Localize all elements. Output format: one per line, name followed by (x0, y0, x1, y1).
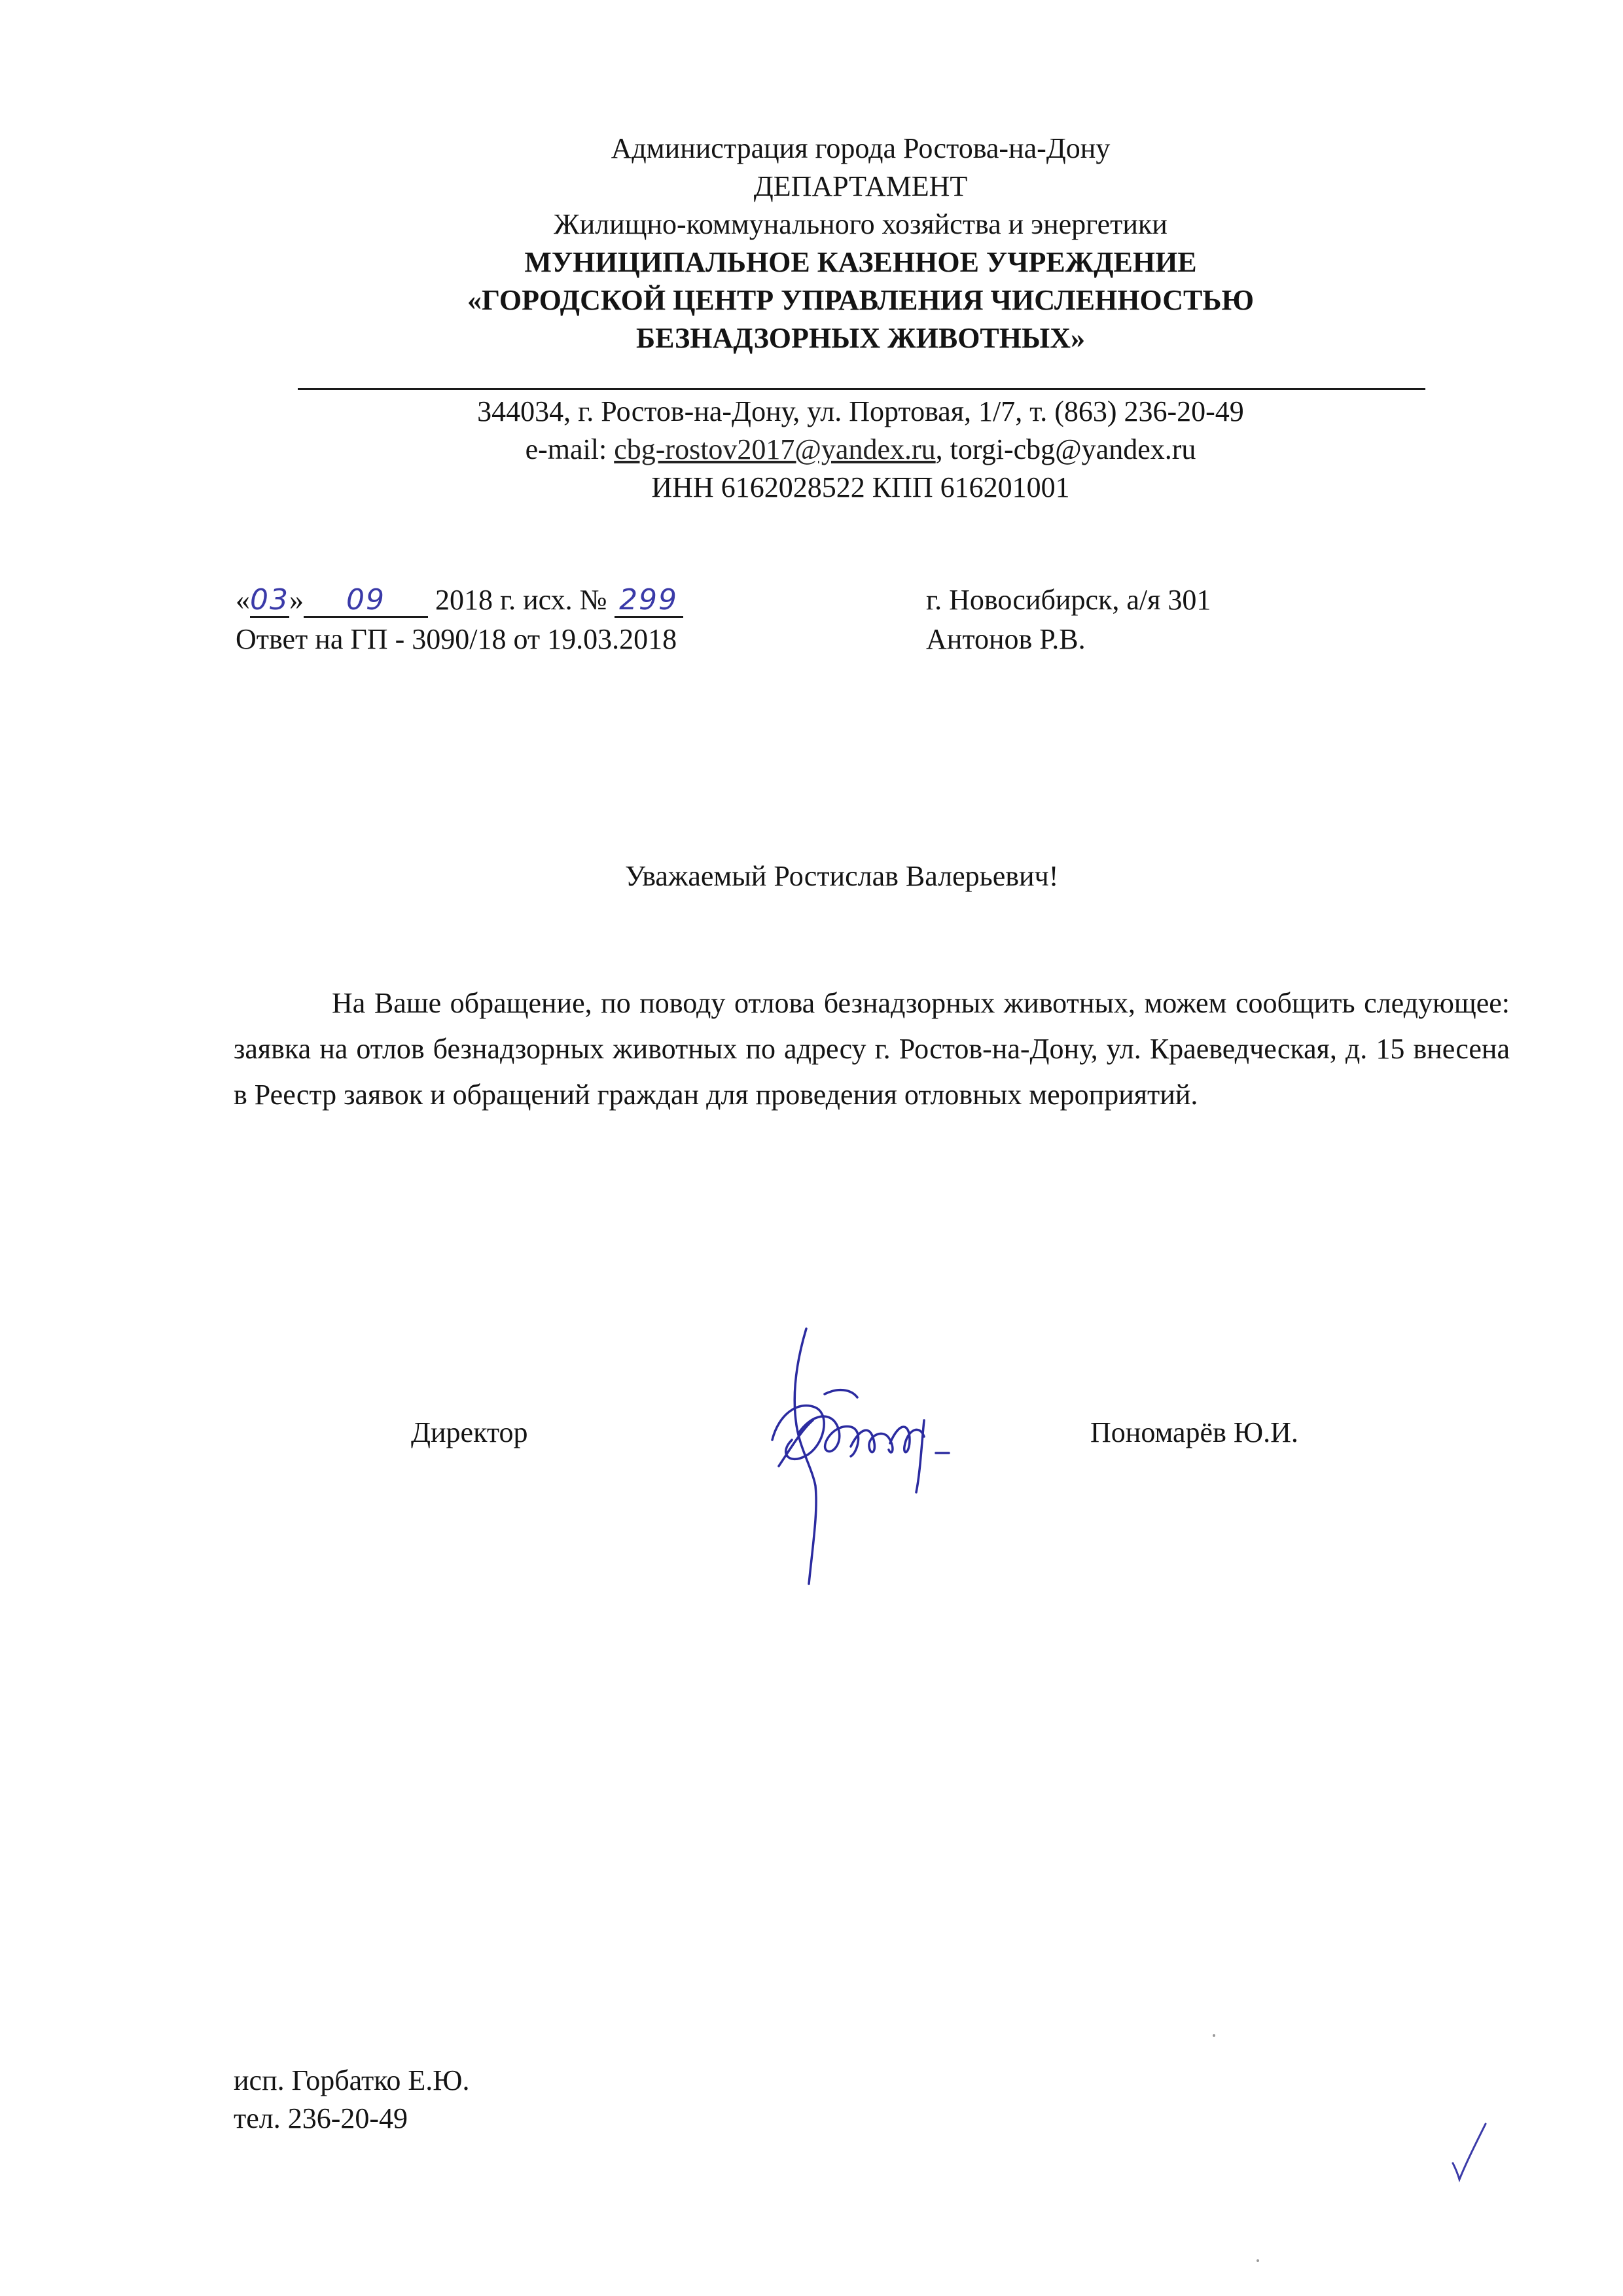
email-link-primary[interactable]: cbg-rostov2017@yandex.ru (614, 433, 936, 465)
handwritten-check-mark (1446, 2117, 1492, 2189)
signatory-name: Пономарёв Ю.И. (1090, 1416, 1298, 1448)
salutation: Уважаемый Ростислав Валерьевич! (625, 860, 1059, 892)
date-quote-close: » (289, 584, 304, 616)
letterhead-divider (298, 388, 1425, 390)
date-day-handwritten: 03 (250, 583, 289, 617)
letterhead-institution-name-1: «ГОРОДСКОЙ ЦЕНТР УПРАВЛЕНИЯ ЧИСЛЕННОСТЬЮ (467, 284, 1254, 316)
letterhead-institution-name-2: БЕЗНАДЗОРНЫХ ЖИВОТНЫХ» (636, 322, 1085, 354)
email-secondary: torgi-cbg@yandex.ru (950, 433, 1196, 465)
letterhead-emails (0, 431, 1623, 469)
letterhead-department: ДЕПАРТАМЕНТ (753, 170, 968, 202)
scan-speck (1213, 2034, 1215, 2037)
handwritten-signature (753, 1316, 969, 1604)
executor-name: исп. Горбатко Е.Ю. (234, 2064, 470, 2096)
email-separator: , (935, 433, 950, 465)
executor-phone: тел. 236-20-49 (234, 2102, 408, 2134)
letterhead-administration: Администрация города Ростова-на-Дону (611, 132, 1111, 164)
scan-speck (1257, 2259, 1259, 2262)
email-prefix: e-mail: (525, 433, 615, 465)
outgoing-date-line (236, 581, 683, 619)
signatory-position: Директор (411, 1416, 528, 1448)
letterhead-address: 344034, г. Ростов-на-Дону, ул. Портовая, 1/7, т. (863) 236-20-49 (477, 395, 1244, 427)
letterhead-institution-type: МУНИЦИПАЛЬНОЕ КАЗЕННОЕ УЧРЕЖДЕНИЕ (524, 246, 1197, 278)
letter-body: На Ваше обращение, по поводу отлова безнадзорных животных, можем сообщить следующее: заявка на отлов безнадзорных животных по адресу г. Ростов-на-Дону, ул. Краеведческая, д. 15 внесена в Реестр заявок и обращений граждан для проведения отловных мероприятий. (234, 987, 1510, 1111)
recipient-address: г. Новосибирск, а/я 301 (926, 584, 1211, 616)
letterhead-department-name: Жилищно-коммунального хозяйства и энергетики (554, 208, 1168, 240)
date-month-handwritten: 09 (304, 584, 428, 618)
recipient-name: Антонов Р.В. (926, 623, 1086, 655)
date-quote-open: « (236, 584, 250, 616)
reply-reference: Ответ на ГП - 3090/18 от 19.03.2018 (236, 623, 677, 655)
outgoing-number-handwritten: 299 (615, 584, 683, 618)
date-year-and-number-label: 2018 г. исх. № (435, 584, 607, 616)
letterhead-inn: ИНН 6162028522 КПП 616201001 (651, 471, 1070, 503)
